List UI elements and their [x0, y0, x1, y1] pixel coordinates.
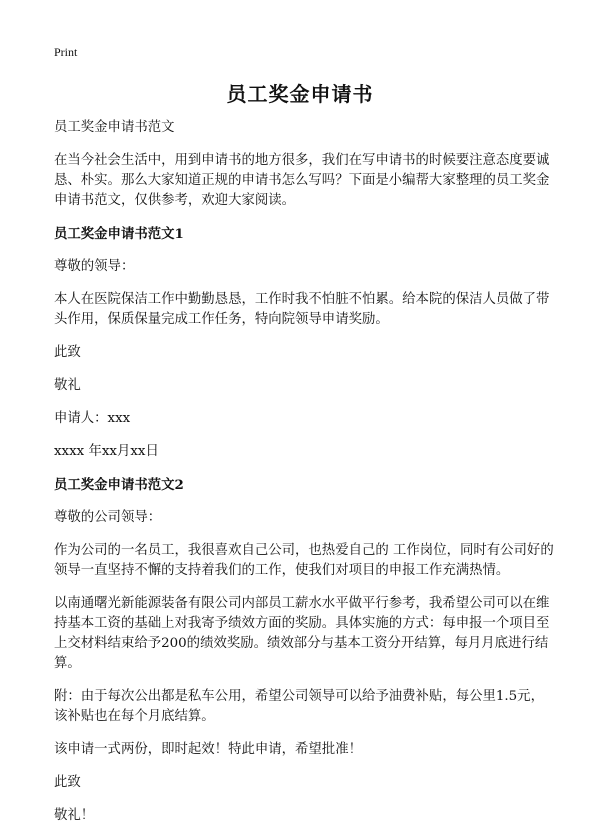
- paragraph: 敬礼: [54, 378, 81, 393]
- document-body: [54, 118, 554, 839]
- paragraph: 此致: [54, 775, 81, 790]
- paragraph: 敬礼！: [54, 808, 95, 823]
- paragraph: 本人在医院保洁工作中勤勤恳恳，工作时我不怕脏不怕累。给本院的保洁人员做了带头作用，保质保量完成工作任务，特向院领导申请奖励。: [54, 292, 550, 327]
- section-heading: 员工奖金申请书范文1: [54, 226, 184, 242]
- paragraph: 作为公司的一名员工，我很喜欢自己公司，也热爱自己的 工作岗位，同时有公司好的领导一直坚持不懈的支持着我们的工作，使我们对项目的申报工作充满热情。: [54, 543, 554, 578]
- paragraph: 尊敬的公司领导：: [54, 510, 162, 525]
- print-link[interactable]: Print: [54, 45, 78, 59]
- paragraph: 此致: [54, 345, 81, 360]
- paragraph: 尊敬的领导：: [54, 259, 135, 274]
- paragraph: xxxx 年xx月xx日: [54, 444, 159, 459]
- paragraph: 申请人：xxx: [54, 411, 131, 426]
- paragraph: 附：由于每次公出都是私车公用，希望公司领导可以给予油费补贴，每公里1.5元，该补贴也在每个月底结算。: [54, 689, 544, 724]
- paragraph: 员工奖金申请书范文: [54, 120, 175, 135]
- paragraph: 以南通曙光新能源装备有限公司内部员工薪水水平做平行参考，我希望公司可以在维持基本工资的基础上对我寄予绩效方面的奖励。具体实施的方式：每申报一个项目至上交材料结束给予200的绩效奖励。绩效部分与基本工资分开结算，每月月底进行结算。: [54, 596, 550, 671]
- paragraph: 在当今社会生活中，用到申请书的地方很多，我们在写申请书的时候要注意态度要诚恳、朴实。那么大家知道正规的申请书怎么写吗？下面是小编帮大家整理的员工奖金申请书范文，仅供参考，欢迎大家阅读。: [54, 153, 550, 208]
- paragraph: 该申请一式两份，即时起效！特此申请，希望批准！: [54, 742, 362, 757]
- document-title: 员工奖金申请书: [226, 82, 374, 106]
- section-heading: 员工奖金申请书范文2: [54, 477, 184, 493]
